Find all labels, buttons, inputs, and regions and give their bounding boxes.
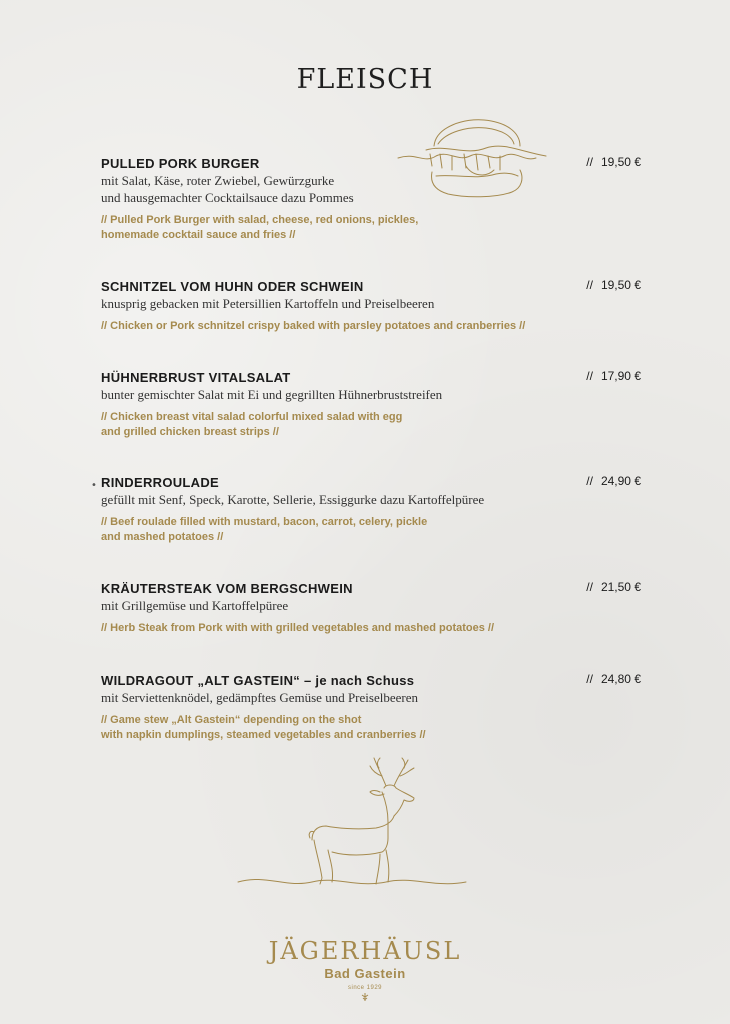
brand-logo <box>0 936 730 1002</box>
item-description-line: gefüllt mit Senf, Speck, Karotte, Sellerie, Essiggurke dazu Kartoffelpüree <box>101 492 485 507</box>
item-description-line: knusprig gebacken mit Petersillien Kartoffeln und Preiselbeeren <box>101 296 435 311</box>
brand-since: since 1929 <box>347 985 383 991</box>
price-separator: // <box>586 155 593 169</box>
item-description-line: und hausgemachter Cocktailsauce dazu Pommes <box>101 190 354 205</box>
item-price <box>586 155 641 169</box>
item-price <box>586 580 641 594</box>
price-separator: // <box>586 278 593 292</box>
item-price <box>586 278 641 292</box>
item-description <box>101 295 581 312</box>
price-value: 19,50 € <box>600 155 641 169</box>
price-value: 24,90 € <box>600 474 641 488</box>
price-separator: // <box>586 672 593 686</box>
item-description <box>101 491 581 508</box>
menu-item <box>101 474 641 545</box>
price-value: 24,80 € <box>600 672 641 686</box>
price-separator: // <box>586 580 593 594</box>
page-title: FLEISCH <box>296 64 434 95</box>
item-english-line: and grilled chicken breast strips // <box>101 426 279 438</box>
price-value: 19,50 € <box>600 278 641 292</box>
item-description <box>101 386 581 403</box>
item-name: SCHNITZEL VOM HUHN ODER SCHWEIN <box>101 279 364 294</box>
item-english-line: // Pulled Pork Burger with salad, cheese, red onions, pickles, <box>101 214 419 226</box>
item-name: RINDERROULADE <box>101 475 220 490</box>
item-english-line: // Beef roulade filled with mustard, bacon, carrot, celery, pickle <box>101 516 428 528</box>
item-price <box>586 672 641 686</box>
menu-item <box>101 672 641 743</box>
menu-item <box>101 155 641 243</box>
item-english-line: homemade cocktail sauce and fries // <box>101 229 296 241</box>
item-english-line: // Chicken breast vital salad colorful mixed salad with egg <box>101 411 403 423</box>
item-english <box>101 319 641 334</box>
item-english <box>101 515 571 545</box>
logo-mark-icon <box>360 992 370 1002</box>
item-english <box>101 713 571 743</box>
item-description <box>101 172 581 206</box>
item-description-line: mit Salat, Käse, roter Zwiebel, Gewürzgurke <box>101 173 335 188</box>
item-name: HÜHNERBRUST VITALSALAT <box>101 370 291 385</box>
item-description <box>101 689 581 706</box>
brand-location: Bad Gastein <box>324 966 406 981</box>
item-description-line: mit Grillgemüse und Kartoffelpüree <box>101 598 289 613</box>
price-value: 21,50 € <box>600 580 641 594</box>
item-price <box>586 369 641 383</box>
brand-name: JÄGERHÄUSL <box>268 937 462 965</box>
menu-item <box>101 580 641 636</box>
menu-item <box>101 369 641 440</box>
item-english <box>101 621 641 636</box>
deer-illustration <box>236 756 468 892</box>
price-separator: // <box>586 369 593 383</box>
item-description <box>101 597 581 614</box>
price-value: 17,90 € <box>600 369 641 383</box>
item-price <box>586 474 641 488</box>
item-english-line: and mashed potatoes // <box>101 531 224 543</box>
price-separator: // <box>586 474 593 488</box>
item-description-line: bunter gemischter Salat mit Ei und gegrillten Hühnerbruststreifen <box>101 387 443 402</box>
item-english-line: // Game stew „Alt Gastein“ depending on the shot <box>101 714 362 726</box>
item-english <box>101 213 571 243</box>
item-name: WILDRAGOUT „ALT GASTEIN“ – je nach Schuss <box>101 673 415 688</box>
item-english-line: // Chicken or Pork schnitzel crispy baked with parsley potatoes and cranberries // <box>101 320 526 332</box>
item-description-line: mit Serviettenknödel, gedämpftes Gemüse und Preiselbeeren <box>101 690 418 705</box>
item-name: PULLED PORK BURGER <box>101 156 260 171</box>
item-name: KRÄUTERSTEAK VOM BERGSCHWEIN <box>101 581 353 596</box>
item-english-line: // Herb Steak from Pork with with grilled vegetables and mashed potatoes // <box>101 622 495 634</box>
item-english <box>101 410 571 440</box>
item-english-line: with napkin dumplings, steamed vegetables and cranberries // <box>101 729 426 741</box>
bullet-dot: • <box>91 480 97 491</box>
menu-item <box>101 278 641 334</box>
